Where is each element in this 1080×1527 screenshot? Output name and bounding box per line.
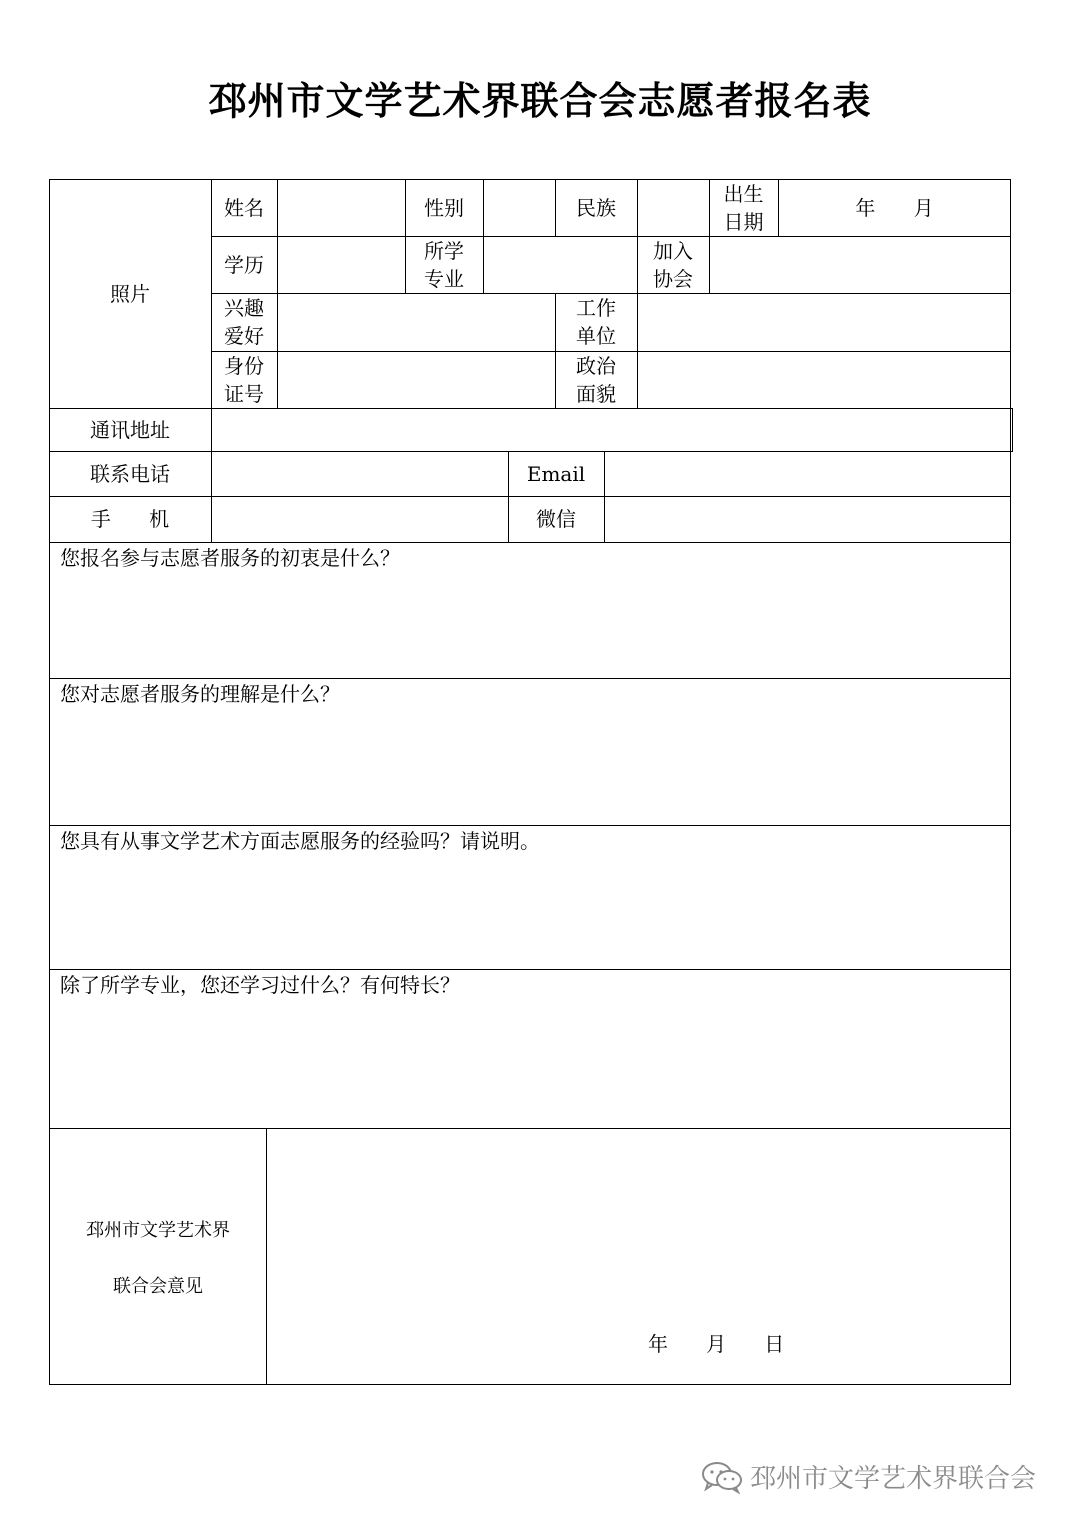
question-motivation: 您报名参与志愿者服务的初衷是什么？ bbox=[60, 546, 400, 570]
birth-date-field[interactable]: 年 月 bbox=[855, 196, 934, 220]
join-association-label: 加入 协会 bbox=[653, 238, 693, 291]
phone-label: 联系电话 bbox=[90, 461, 170, 486]
political-status-field[interactable] bbox=[638, 352, 1010, 408]
political-status-label: 政治 面貌 bbox=[576, 353, 616, 406]
major-field[interactable] bbox=[484, 237, 637, 293]
form-title: 邳州市文学艺术界联合会志愿者报名表 bbox=[208, 79, 872, 123]
name-label: 姓名 bbox=[224, 195, 264, 220]
id-number-field[interactable] bbox=[278, 352, 555, 408]
answer-skills[interactable] bbox=[50, 1002, 1010, 1127]
mobile-label: 手 机 bbox=[90, 507, 170, 531]
hobbies-field[interactable] bbox=[278, 294, 555, 351]
gender-field[interactable] bbox=[484, 180, 555, 236]
hobbies-label: 兴趣 爱好 bbox=[224, 296, 264, 348]
opinion-field[interactable] bbox=[267, 1129, 1010, 1384]
education-field[interactable] bbox=[278, 237, 405, 293]
wechat-icon bbox=[700, 1460, 744, 1494]
education-label: 学历 bbox=[224, 252, 264, 277]
question-understanding: 您对志愿者服务的理解是什么？ bbox=[60, 682, 340, 706]
answer-experience[interactable] bbox=[50, 858, 1010, 968]
birth-date-label: 出生 日期 bbox=[723, 181, 764, 234]
wechat-label: 微信 bbox=[536, 507, 576, 531]
opinion-label-line1: 邳州市文学艺术界 bbox=[86, 1220, 230, 1241]
photo-label: 照片 bbox=[110, 281, 150, 306]
email-label: Email bbox=[526, 461, 586, 486]
wechat-account-watermark bbox=[700, 1458, 1036, 1495]
major-label: 所学 专业 bbox=[424, 238, 464, 291]
opinion-label-line2: 联合会意见 bbox=[113, 1276, 203, 1297]
address-field[interactable] bbox=[212, 409, 1011, 451]
answer-motivation[interactable] bbox=[50, 575, 1010, 677]
name-field[interactable] bbox=[278, 180, 405, 236]
question-skills: 除了所学专业，您还学习过什么？有何特长？ bbox=[60, 973, 460, 997]
email-field[interactable] bbox=[605, 452, 1010, 496]
address-label: 通讯地址 bbox=[90, 417, 170, 442]
id-number-label: 身份 证号 bbox=[224, 353, 264, 406]
gender-label: 性别 bbox=[424, 195, 464, 220]
work-unit-field[interactable] bbox=[638, 294, 1010, 351]
ethnicity-label: 民族 bbox=[576, 195, 616, 220]
phone-field[interactable] bbox=[212, 452, 508, 496]
wechat-account-name: 邳州市文学艺术界联合会 bbox=[750, 1464, 1037, 1494]
join-association-field[interactable] bbox=[710, 237, 1010, 293]
mobile-field[interactable] bbox=[212, 497, 508, 542]
work-unit-label: 工作 单位 bbox=[576, 296, 616, 348]
question-experience: 您具有从事文学艺术方面志愿服务的经验吗？请说明。 bbox=[60, 829, 540, 853]
wechat-field[interactable] bbox=[605, 497, 1010, 542]
answer-understanding[interactable] bbox=[50, 711, 1010, 824]
opinion-date: 年 月 日 bbox=[648, 1332, 785, 1356]
ethnicity-field[interactable] bbox=[638, 180, 709, 236]
